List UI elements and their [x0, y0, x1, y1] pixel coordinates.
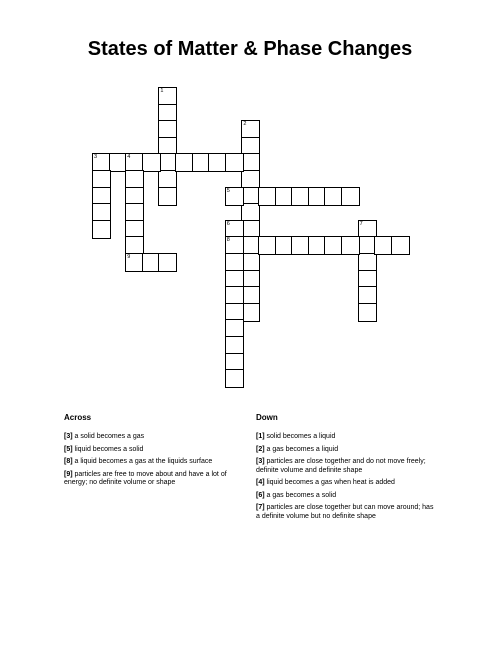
clue-number: [3] — [64, 433, 73, 440]
clue-number: [7] — [256, 504, 265, 511]
clue-text: liquid becomes a solid — [74, 445, 144, 453]
clue-number: [8] — [64, 458, 73, 465]
clue-number: [2] — [256, 445, 265, 453]
clue-number: [5] — [64, 445, 73, 453]
across-clue — [64, 458, 242, 467]
down-clue — [256, 433, 434, 442]
down-clue-list — [256, 433, 434, 525]
across-clue — [64, 446, 242, 455]
down-clue — [256, 458, 434, 475]
crossword-cell[interactable] — [391, 236, 410, 255]
crossword-cell[interactable] — [158, 253, 177, 272]
crossword-cell[interactable] — [241, 303, 260, 322]
crossword-cell[interactable] — [358, 303, 377, 322]
cell-number: 9 — [127, 254, 131, 260]
across-heading: Across — [64, 413, 92, 422]
cell-number: 8 — [226, 237, 230, 244]
cell-number: 6 — [226, 220, 230, 227]
crossword-cell[interactable] — [225, 369, 244, 388]
crossword-cell[interactable] — [225, 153, 244, 172]
clue-number: [6] — [256, 491, 265, 499]
down-heading: Down — [256, 413, 278, 422]
crossword-cell[interactable] — [341, 236, 360, 255]
cell-number: 3 — [94, 154, 98, 161]
clue-text: particles are free to move about and have a lot of energy; no definite volume or shape — [64, 470, 227, 486]
across-clue-list — [64, 433, 242, 492]
clue-text: particles are close together but can move around; has a definite volume but no definite shape — [256, 504, 434, 520]
clue-text: a solid becomes a gas — [74, 433, 145, 440]
clue-text: a gas becomes a solid — [266, 491, 337, 499]
clue-text: a liquid becomes a gas at the liquids surface — [74, 458, 213, 465]
clue-number: [9] — [64, 470, 73, 478]
page-title: States of Matter & Phase Changes — [87, 38, 413, 60]
crossword-cell[interactable] — [158, 187, 177, 206]
clue-number: [3] — [256, 458, 265, 465]
down-clue — [256, 504, 434, 521]
cell-number: 5 — [226, 187, 230, 194]
cell-number: 2 — [243, 121, 247, 128]
down-clue — [256, 479, 434, 488]
crossword-cell[interactable] — [225, 187, 244, 206]
clue-text: solid becomes a liquid — [266, 433, 336, 440]
down-clue — [256, 492, 434, 501]
crossword-cell[interactable] — [92, 220, 111, 239]
cell-number: 1 — [160, 88, 164, 94]
cell-number: 4 — [127, 154, 131, 161]
clue-text: particles are close together and do not move freely; definite volume and definite shape — [256, 458, 426, 474]
clue-text: a gas becomes a liquid — [266, 445, 339, 453]
crossword-cell[interactable] — [341, 187, 360, 206]
down-clue — [256, 446, 434, 455]
across-clue — [64, 471, 242, 488]
clue-text: liquid becomes a gas when heat is added — [266, 479, 395, 486]
cell-number: 7 — [359, 220, 363, 227]
clue-number: [1] — [256, 433, 265, 440]
across-clue — [64, 433, 242, 442]
clue-number: [4] — [256, 479, 265, 486]
crossword-cell[interactable] — [142, 153, 161, 172]
